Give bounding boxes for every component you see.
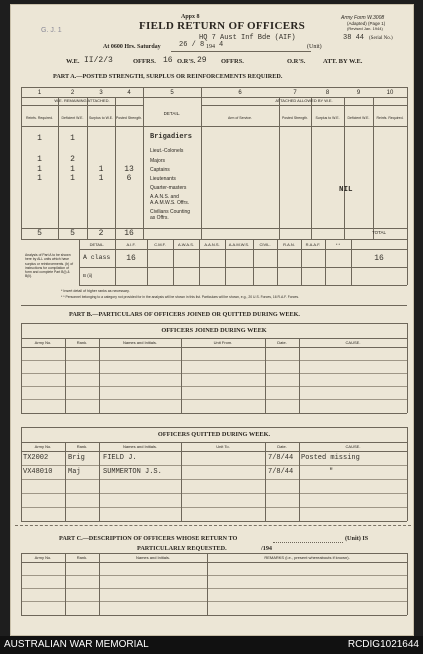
col-num-3: 3 xyxy=(99,90,103,96)
rank-lieutenants: Lieutenants xyxy=(150,176,176,182)
quitted-row-2-rank: Maj xyxy=(68,468,81,476)
an-h-other: * * xyxy=(335,242,341,247)
col-num-7: 7 xyxy=(293,90,297,96)
an-h-civil: CIVIL. xyxy=(259,242,271,247)
rank-majors: Majors xyxy=(150,158,166,164)
an-h-aif: A.I.F. xyxy=(126,242,136,247)
col-num-8: 8 xyxy=(325,90,330,96)
rank-civilians-2: as Offrs. xyxy=(150,215,169,221)
part-a-title: PART A.—POSTED STRENGTH, SURPLUS OR REINFORCEMENTS REQUIRED. xyxy=(53,73,283,80)
an-h-awas: A.W.A.S. xyxy=(177,242,194,247)
c4-capt: 13 xyxy=(124,165,134,174)
adapted-label: (Adapted) (Page 1) xyxy=(347,21,386,26)
document-page xyxy=(10,4,414,636)
unit-label: (Unit) xyxy=(307,44,322,50)
nil-entry: NIL xyxy=(339,186,353,194)
joined-h-date: Date. xyxy=(277,340,287,345)
quitted-h-date: Date. xyxy=(277,444,287,449)
footnote-1: * Insert detail of higher ranks as necessary. xyxy=(61,289,130,293)
quitted-h-name: Names and Initials. xyxy=(122,444,157,449)
quitted-row-1-name: FIELD J. xyxy=(103,454,137,462)
army-form-label: Army Form W.3008 xyxy=(341,15,385,21)
year-typed: 4 xyxy=(219,41,224,49)
c1-brig: 1 xyxy=(37,134,42,143)
caption-bar xyxy=(0,636,423,654)
quitted-title: OFFICERS QUITTED DURING WEEK. xyxy=(157,431,271,438)
col-num-2: 2 xyxy=(70,90,75,96)
quitted-row-2-date: 7/8/44 xyxy=(268,468,294,476)
rank-aamws: A.A.M.W.S. Offrs. xyxy=(150,200,190,206)
serial-label: (Serial No.) xyxy=(369,36,393,41)
part-c-date: /194 xyxy=(261,545,273,552)
an-h-aans: A.A.N.S. xyxy=(204,242,220,247)
quitted-h-cause: CAUSE. xyxy=(345,444,361,449)
total-c2: 5 xyxy=(70,229,75,238)
an-row-a-label: A class xyxy=(83,254,111,261)
c1-maj: 1 xyxy=(37,155,42,164)
footnote-2: * * Personnel belonging to a category not provided for in the analysis will be shown in this list. Particulars will be shown, e.g., 20 U.S. Forces, 16 R.A.F. Forces. xyxy=(61,295,300,299)
pencil-annotation: G. J. 1 xyxy=(41,27,62,34)
col-num-6: 6 xyxy=(238,90,242,96)
an-h-total: TOTAL xyxy=(371,230,387,235)
joined-h-cause: CAUSE. xyxy=(345,340,361,345)
date-value: 26 / 8 xyxy=(179,41,205,49)
serial-value: 38 44 xyxy=(343,34,365,42)
joined-h-name: Names and Initials. xyxy=(122,340,157,345)
an-h-detail: DETAIL. xyxy=(89,242,105,247)
att-label: ATT. BY W.E. xyxy=(323,58,363,65)
sub-header-6: Arm of Service. xyxy=(228,116,252,120)
ors-att-label: O.R'S. xyxy=(287,58,306,65)
offrs-value: 16 xyxy=(163,56,173,65)
c2-lt: 1 xyxy=(70,174,75,183)
revised-label: (Revised Jan. 1944) xyxy=(347,26,383,31)
c4-lt: 6 xyxy=(126,174,132,183)
rank-aans: A.A.N.S. and xyxy=(150,194,179,200)
total-c1: 5 xyxy=(37,229,42,238)
sub-header-9: Deficient W.E. xyxy=(347,116,370,120)
analysis-note: Analysis of Part A to be shown here by ALL units which have surplus or reinforcements. (b) of instructions for compilation of form and complete Part B(i) & B(ii). xyxy=(25,253,74,279)
joined-h-armyno: Army No. xyxy=(34,340,52,345)
part-b-title: PART B.—PARTICULARS OF OFFICERS JOINED OR QUITTED DURING WEEK. xyxy=(69,311,300,318)
rank-quartermasters: Quarter-masters xyxy=(150,185,187,191)
an-row-a-aif: 16 xyxy=(126,254,136,263)
an-h-aamws: A.A.M.W.S. xyxy=(228,242,250,247)
an-row-b-label: B (ii) xyxy=(83,273,93,278)
sub-header-4: Posted Strength. xyxy=(115,116,143,120)
ors-label: O.R'S. xyxy=(177,58,196,65)
unit-value: HQ 7 Aust Inf Bde (AIF) xyxy=(199,34,296,42)
quitted-h-unit: Unit To. xyxy=(216,444,230,449)
rank-civilians: Civilians Counting xyxy=(150,209,191,215)
part-c-h-remarks: REMARKS (i.e., present whereabouts if known). xyxy=(264,555,350,560)
offrs-att-label: OFFRS. xyxy=(221,58,244,65)
caption-right: RCDIG1021644 xyxy=(347,639,419,650)
caption-left: AUSTRALIAN WAR MEMORIAL xyxy=(4,639,149,650)
c1-lt: 1 xyxy=(37,174,42,183)
c2-brig: 1 xyxy=(70,134,75,143)
year-printed: 194 xyxy=(206,44,215,50)
quitted-row-1-armyno: TX2002 xyxy=(23,454,49,462)
quitted-h-armyno: Army No. xyxy=(34,444,52,449)
quitted-h-rank: Rank. xyxy=(76,444,88,449)
quitted-row-2-cause: " xyxy=(329,468,334,476)
sub-header-1: Reinfs. Required. xyxy=(25,116,54,120)
perforation-line xyxy=(15,525,411,526)
sub-header-8: Surplus to W.E. xyxy=(315,116,340,120)
total-c3: 2 xyxy=(98,229,104,238)
ors-value: 29 xyxy=(197,56,207,65)
rank-brigadiers: Brigadiers xyxy=(150,133,193,141)
sub-header-2: Deficient W.E. xyxy=(61,116,84,120)
joined-title: OFFICERS JOINED DURING WEEK xyxy=(161,327,267,334)
total-c4: 16 xyxy=(124,229,134,238)
part-c-h-rank: Rank. xyxy=(76,555,88,560)
part-c-h-name: Names and Initials. xyxy=(135,555,170,560)
at-label: At 0600 Hrs. Saturday xyxy=(103,44,161,50)
an-h-cmf: C.M.F. xyxy=(154,242,166,247)
joined-h-rank: Rank. xyxy=(76,340,88,345)
we-label: W.E. xyxy=(66,58,80,65)
an-total-value: 16 xyxy=(374,254,384,263)
an-h-ran: R.A.N. xyxy=(283,242,295,247)
joined-h-unit: Unit From. xyxy=(213,340,233,345)
quitted-row-2-name: SUMMERTON J.S. xyxy=(103,468,162,476)
col-num-9: 9 xyxy=(356,90,361,96)
appx-label: Appx 8 xyxy=(181,14,200,20)
part-c-title: PART C.—DESCRIPTION OF OFFICERS WHOSE RETURN TO xyxy=(59,535,238,542)
offrs-label: OFFRS. xyxy=(133,58,156,65)
c1-capt: 1 xyxy=(37,165,42,174)
group-we-header: W.E. REMAINING ATTACHED. xyxy=(54,98,110,103)
sub-header-10: Reinfs. Required. xyxy=(376,116,404,120)
form-title: FIELD RETURN OF OFFICERS xyxy=(139,20,306,32)
c3-capt: 1 xyxy=(98,165,104,174)
col-num-10: 10 xyxy=(386,90,394,96)
an-h-raaf: R.A.A.F. xyxy=(305,242,321,247)
sub-header-7: Posted Strength. xyxy=(281,116,309,120)
part-c-requested: PARTICULARLY REQUESTED. xyxy=(137,545,227,552)
group-att-header: ATTACHED ALLOWED BY W.E. xyxy=(275,98,333,103)
c2-capt: 1 xyxy=(70,165,75,174)
part-c-h-armyno: Army No. xyxy=(34,555,52,560)
detail-header: DETAIL. xyxy=(163,111,181,116)
col-num-5: 5 xyxy=(170,90,174,96)
sub-header-3: Surplus to W.E. xyxy=(88,116,114,120)
col-num-1: 1 xyxy=(37,90,42,96)
quitted-row-2-armyno: VX48010 xyxy=(23,468,53,476)
quitted-row-1-date: 7/8/44 xyxy=(268,454,294,462)
we-value: II/2/3 xyxy=(84,56,113,65)
quitted-row-1-cause: Posted missing xyxy=(301,454,360,462)
c3-lt: 1 xyxy=(98,174,104,183)
rank-captains: Captains xyxy=(150,167,170,173)
quitted-row-1-rank: Brig xyxy=(68,454,85,462)
rank-lt-colonels: Lieut.-Colonels xyxy=(150,148,184,154)
col-num-4: 4 xyxy=(127,90,131,96)
c2-maj: 2 xyxy=(70,155,75,164)
part-c-unit-is: (Unit) IS xyxy=(345,535,369,542)
